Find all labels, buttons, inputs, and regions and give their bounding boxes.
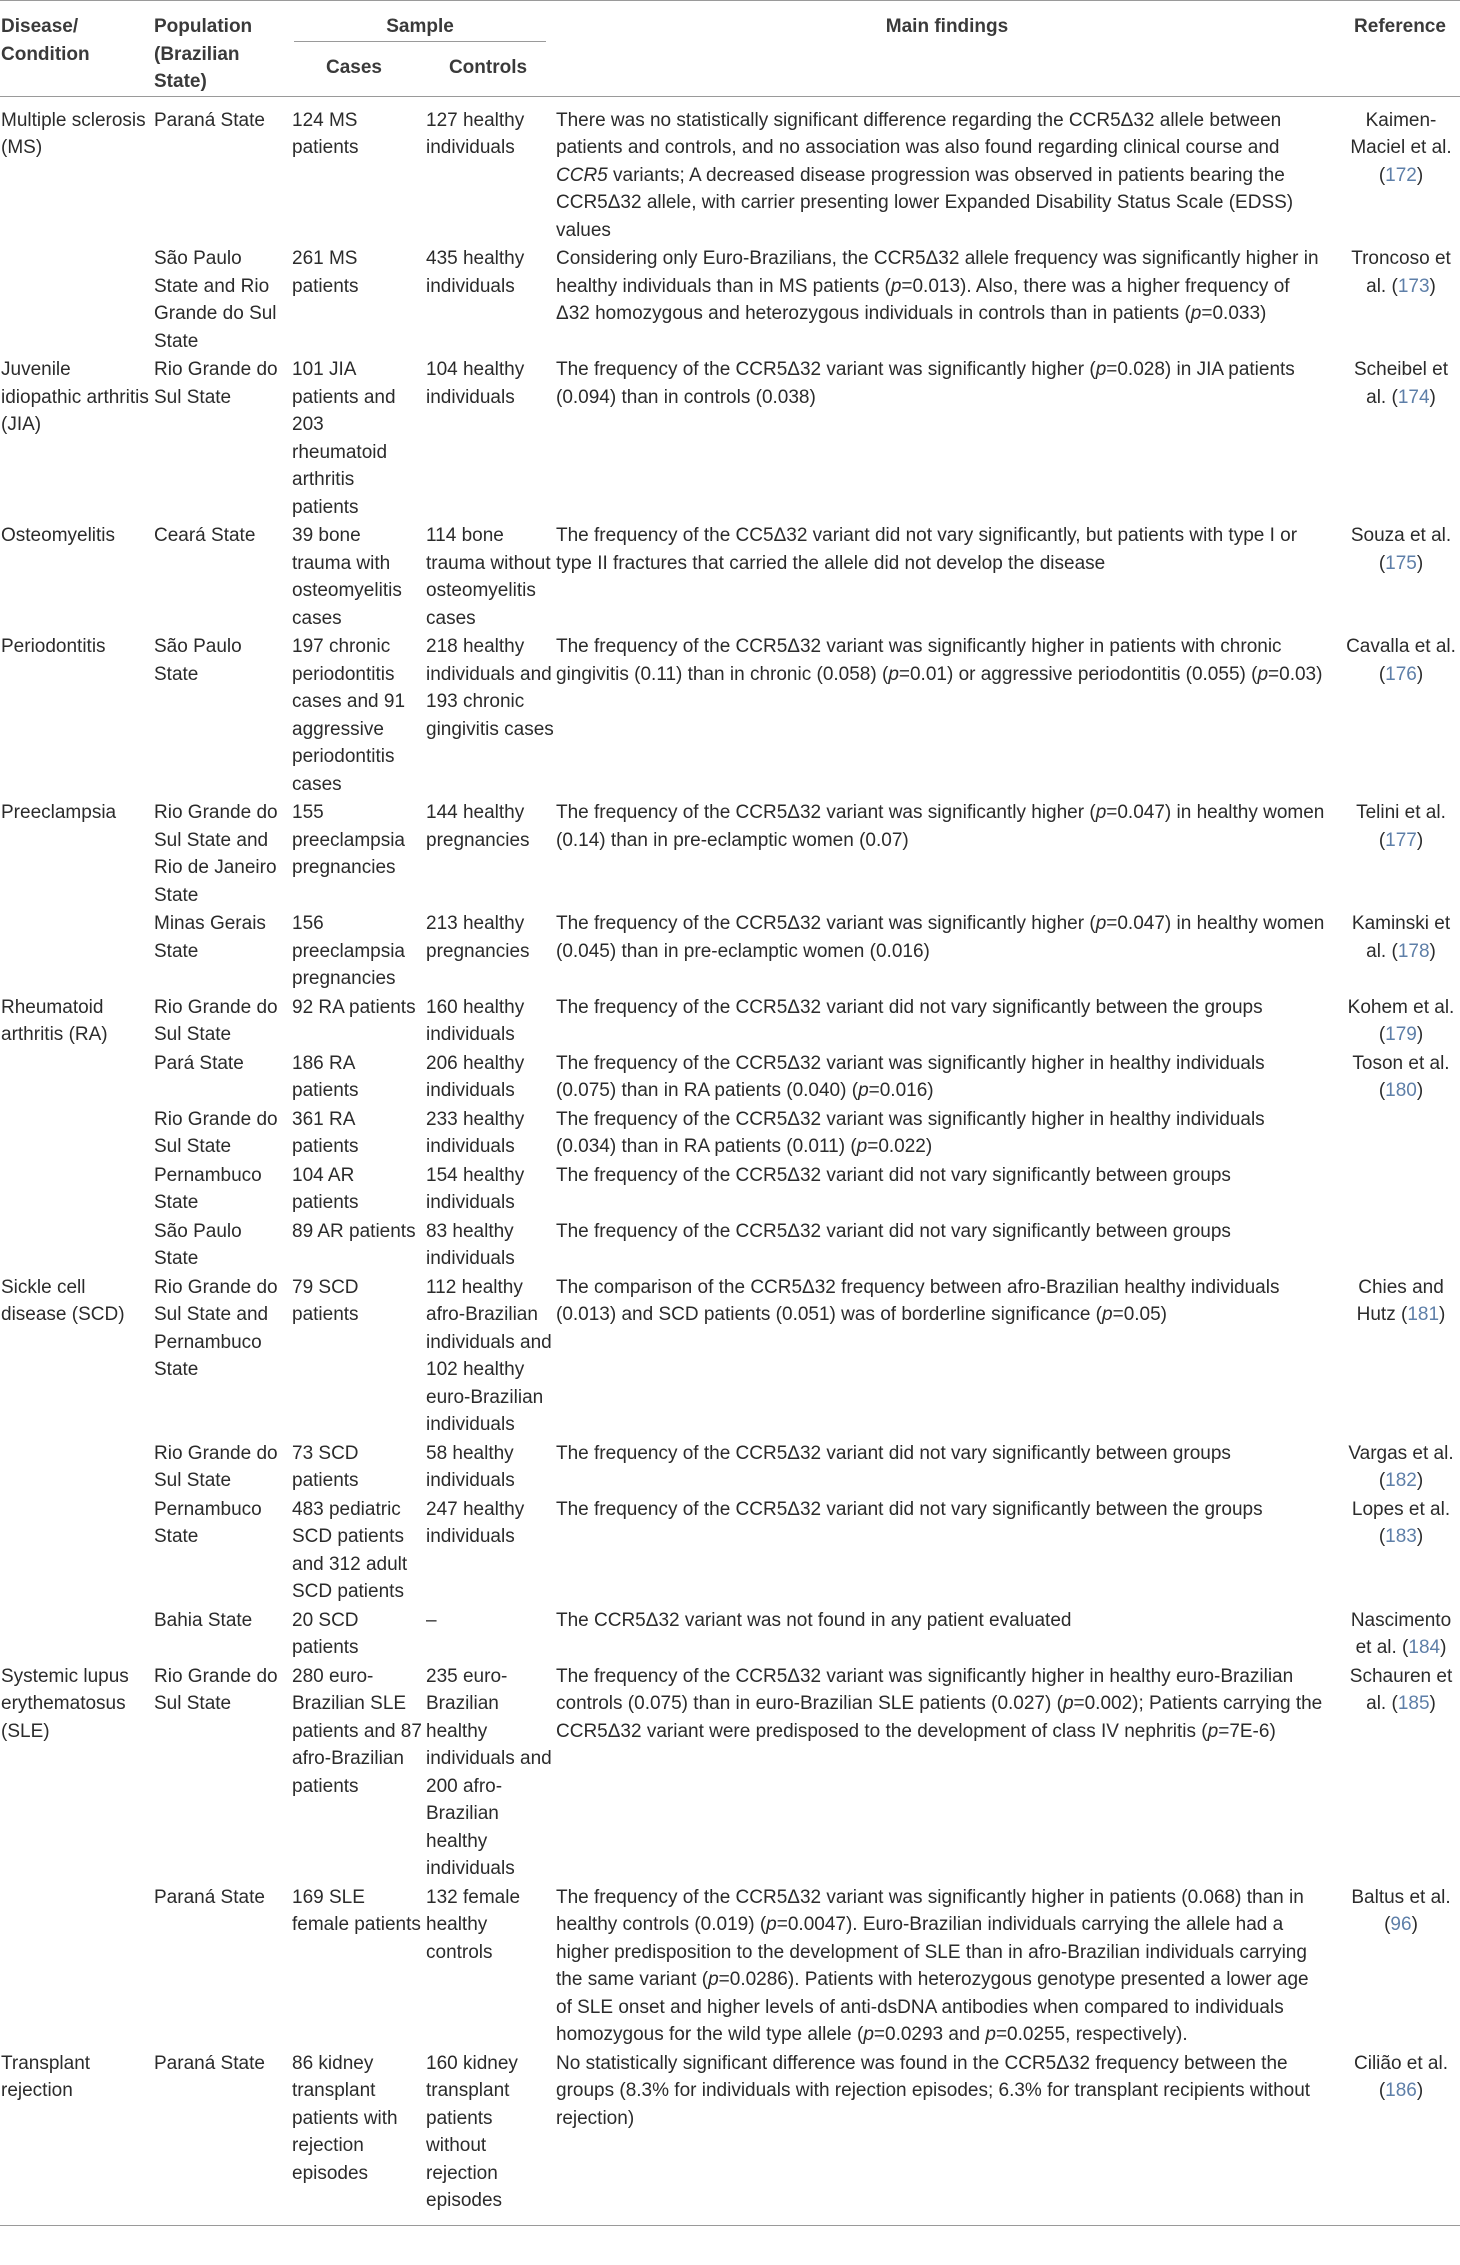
- reference-authors: Lopes et al.: [1351, 1498, 1451, 1520]
- disease-cell: Osteomyelitis: [1, 525, 116, 546]
- reference-link[interactable]: 172: [1385, 164, 1417, 186]
- population-cell: Paraná State: [154, 1886, 265, 1908]
- table-header: [0, 1, 1460, 97]
- reference-link[interactable]: 176: [1385, 663, 1417, 685]
- header-cases: Cases: [326, 56, 382, 78]
- reference-link[interactable]: 173: [1397, 275, 1430, 297]
- reference-authors: Vargas et al.: [1348, 1442, 1454, 1464]
- cases-cell: 186 RA patients: [292, 1052, 359, 1101]
- table-row: [0, 1495, 1460, 1606]
- findings-text: There was no statistically significant difference regarding the CCR5Δ32 allele between patients and controls, and no association was also found regarding clinical course and CCR5 variants; A decreased disease progression was observed in patients bearing the CCR5Δ32 allele, with carrier presenting lower Expanded Disability Status Scale (EDSS) values: [556, 109, 1294, 241]
- findings-cell: [554, 1273, 1340, 1439]
- controls-cell: 144 healthy pregnancies: [426, 802, 530, 851]
- population-cell: Rio Grande do Sul State: [154, 1665, 278, 1714]
- findings-cell: [554, 1161, 1340, 1217]
- reference-authors: Scheibel et al.: [1353, 359, 1448, 408]
- disease-cell: Multiple sclerosis (MS): [1, 109, 146, 158]
- reference-link[interactable]: 186: [1385, 2080, 1417, 2101]
- controls-cell: 218 healthy individuals and 193 chronic gingivitis cases: [426, 636, 554, 740]
- table-row: [0, 1161, 1460, 1217]
- findings-text: The frequency of the CCR5Δ32 variant did not vary significantly between the groups: [556, 996, 1263, 1018]
- controls-cell: 435 healthy individuals: [426, 248, 525, 297]
- header-population: Population (Brazilian State): [154, 16, 253, 92]
- cases-cell: 92 RA patients: [292, 996, 416, 1018]
- findings-cell: [554, 993, 1340, 1049]
- disease-cell: [0, 1883, 150, 2049]
- table-row: [0, 1105, 1460, 1161]
- table-row: [0, 1606, 1460, 1662]
- table-row: [0, 2049, 1460, 2226]
- cases-cell: 86 kidney transplant patients with rejection episodes: [292, 2052, 398, 2184]
- findings-text: Considering only Euro-Brazilians, the CCR5Δ32 allele frequency was significantly higher in healthy individuals than in MS patients (p=0.013). Also, there was a higher frequency of Δ32 homozygous and heterozygous individuals in controls than in patients (p=0.033): [556, 248, 1319, 324]
- reference-authors: Cilião et al.: [1354, 2052, 1448, 2074]
- reference-cell: Kaimen-Maciel et al. (172): [1350, 109, 1452, 186]
- findings-text: The frequency of the CCR5Δ32 variant did not vary significantly between the groups: [556, 1498, 1263, 1520]
- population-cell: Rio Grande do Sul State: [154, 1108, 278, 1157]
- disease-cell: Preeclampsia: [1, 802, 117, 823]
- cases-cell: 104 AR patients: [292, 1164, 359, 1213]
- reference-authors: Telini et al.: [1356, 802, 1446, 823]
- header-controls: Controls: [448, 56, 528, 78]
- table-row: [0, 1049, 1460, 1105]
- population-cell: Pernambuco State: [154, 1498, 262, 1547]
- reference-link[interactable]: 96: [1390, 1914, 1412, 1935]
- findings-cell: [554, 1217, 1340, 1273]
- findings-cell: [554, 1105, 1340, 1161]
- controls-cell: 160 healthy individuals: [426, 996, 525, 1045]
- disease-cell: [0, 1217, 150, 1273]
- controls-cell: 233 healthy individuals: [426, 1108, 525, 1157]
- reference-link[interactable]: 185: [1397, 1693, 1430, 1714]
- findings-text: The frequency of the CCR5Δ32 variant was significantly higher in healthy individuals (0.075) than in RA patients (0.040) (p=0.016): [556, 1052, 1265, 1101]
- reference-link[interactable]: 179: [1385, 1024, 1417, 1045]
- findings-cell: [554, 1439, 1340, 1495]
- reference-authors: Schauren et al.: [1349, 1665, 1453, 1714]
- cases-cell: 280 euro-Brazilian SLE patients and 87 afro-Brazilian patients: [292, 1665, 422, 1797]
- table-row: [0, 1662, 1460, 1883]
- controls-cell: –: [426, 1609, 437, 1631]
- reference-link[interactable]: 180: [1385, 1080, 1417, 1101]
- cases-cell: 483 pediatric SCD patients and 312 adult SCD patients: [292, 1498, 408, 1602]
- reference-cell: Vargas et al. (182): [1348, 1442, 1454, 1491]
- controls-cell: 83 healthy individuals: [426, 1220, 515, 1269]
- reference-authors: Cavalla et al.: [1346, 636, 1456, 657]
- reference-authors: Troncoso et al.: [1351, 248, 1451, 297]
- cases-cell: 39 bone trauma with osteomyelitis cases: [292, 525, 402, 629]
- findings-cell: [554, 1883, 1340, 2049]
- header-disease: Disease/ Condition: [1, 16, 90, 65]
- table-row: [0, 909, 1460, 993]
- reference-authors: Chies and Hutz: [1356, 1276, 1444, 1325]
- cases-cell: 155 preeclampsia pregnancies: [292, 802, 405, 878]
- findings-cell: [554, 355, 1340, 521]
- cases-cell: 361 RA patients: [292, 1108, 359, 1157]
- cases-cell: 89 AR patients: [292, 1220, 416, 1242]
- table-row: [0, 1273, 1460, 1439]
- disease-cell: [0, 1049, 150, 1105]
- findings-text: The frequency of the CCR5Δ32 variant did not vary significantly between groups: [556, 1220, 1231, 1242]
- population-cell: Minas Gerais State: [154, 913, 266, 962]
- reference-cell: Chies and Hutz (181): [1356, 1276, 1446, 1325]
- findings-text: The frequency of the CC5Δ32 variant did not vary significantly, but patients with type I or type II fractures that carried the allele did not develop the disease: [556, 525, 1298, 574]
- disease-cell: [0, 1439, 150, 1495]
- disease-cell: [0, 244, 150, 355]
- table-row: [0, 521, 1460, 632]
- cases-cell: 169 SLE female patients: [292, 1886, 421, 1935]
- population-cell: Rio Grande do Sul State: [154, 996, 278, 1045]
- reference-link[interactable]: 178: [1397, 940, 1430, 962]
- disease-cell: Systemic lupus erythematosus (SLE): [1, 1665, 129, 1742]
- population-cell: São Paulo State and Rio Grande do Sul State: [154, 248, 277, 352]
- controls-cell: 160 kidney transplant patients without rejection episodes: [426, 2052, 518, 2211]
- disease-cell: [0, 909, 150, 993]
- reference-cell: Baltus et al. (96): [1351, 1886, 1451, 1935]
- cases-cell: 79 SCD patients: [292, 1276, 359, 1325]
- reference-link[interactable]: 177: [1385, 829, 1417, 851]
- findings-cell: [554, 2049, 1340, 2226]
- controls-cell: 58 healthy individuals: [426, 1442, 515, 1491]
- reference-authors: Souza et al.: [1350, 525, 1452, 546]
- findings-cell: [554, 632, 1340, 798]
- findings-cell: [554, 1495, 1340, 1606]
- header-findings: Main findings: [885, 16, 1009, 37]
- disease-cell: Juvenile idiopathic arthritis (JIA): [1, 359, 149, 435]
- reference-cell: Schauren et al. (185): [1349, 1665, 1453, 1714]
- header-sample: [286, 1, 554, 46]
- reference-cell: Lopes et al. (183): [1351, 1498, 1451, 1547]
- reference-link[interactable]: 181: [1407, 1304, 1440, 1325]
- population-cell: São Paulo State: [154, 636, 242, 685]
- disease-cell: [0, 1495, 150, 1606]
- population-cell: São Paulo State: [154, 1220, 242, 1269]
- table-body: [0, 96, 1460, 2225]
- cases-cell: 156 preeclampsia pregnancies: [292, 913, 405, 989]
- reference-link[interactable]: 175: [1385, 552, 1417, 574]
- table-row: [0, 244, 1460, 355]
- table-row: [0, 993, 1460, 1049]
- population-cell: Paraná State: [154, 2052, 265, 2074]
- disease-cell: [0, 1606, 150, 1662]
- reference-authors: Baltus et al.: [1351, 1886, 1451, 1908]
- findings-text: The comparison of the CCR5Δ32 frequency between afro-Brazilian healthy individuals (0.013) and SCD patients (0.051) was of borderline significance (p=0.05): [556, 1276, 1280, 1325]
- population-cell: Bahia State: [154, 1609, 253, 1631]
- findings-text: The frequency of the CCR5Δ32 variant was significantly higher in patients with chronic gingivitis (0.11) than in chronic (0.058) (p=0.01) or aggressive periodontitis (0.055) (p=0.03): [556, 636, 1323, 685]
- table-row: [0, 1217, 1460, 1273]
- disease-cell: Transplant rejection: [1, 2052, 91, 2101]
- findings-cell: [554, 1662, 1340, 1883]
- cases-cell: 20 SCD patients: [292, 1609, 359, 1658]
- population-cell: Rio Grande do Sul State: [154, 359, 278, 408]
- table-row: [0, 1883, 1460, 2049]
- reference-link[interactable]: 184: [1408, 1637, 1441, 1658]
- reference-link[interactable]: 182: [1385, 1470, 1417, 1491]
- findings-cell: [554, 1049, 1340, 1105]
- findings-text: The frequency of the CCR5Δ32 variant was significantly higher (p=0.028) in JIA patients (0.094) than in controls (0.038): [556, 359, 1295, 408]
- reference-cell: Scheibel et al. (174): [1353, 359, 1448, 408]
- population-cell: Rio Grande do Sul State and Pernambuco State: [154, 1276, 278, 1380]
- reference-cell: [1340, 1217, 1460, 1273]
- controls-cell: 213 healthy pregnancies: [426, 913, 530, 962]
- table-row: [0, 632, 1460, 798]
- reference-authors: Kaminski et al.: [1351, 913, 1451, 962]
- population-cell: Pará State: [154, 1052, 244, 1074]
- reference-cell: Cilião et al. (186): [1354, 2052, 1448, 2101]
- reference-cell: Telini et al. (177): [1356, 802, 1446, 851]
- cases-cell: 197 chronic periodontitis cases and 91 aggressive periodontitis cases: [292, 636, 406, 795]
- controls-cell: 114 bone trauma without osteomyelitis cases: [426, 525, 551, 629]
- controls-cell: 104 healthy individuals: [426, 359, 525, 408]
- controls-cell: 132 female healthy controls: [426, 1886, 521, 1963]
- header-sample-label: Sample: [294, 13, 546, 42]
- cases-cell: 124 MS patients: [292, 109, 359, 158]
- population-cell: Rio Grande do Sul State: [154, 1442, 278, 1491]
- population-cell: Rio Grande do Sul State and Rio de Janeiro State: [154, 802, 278, 906]
- findings-cell: [554, 96, 1340, 244]
- findings-cell: [554, 1606, 1340, 1662]
- findings-text: The frequency of the CCR5Δ32 variant was significantly higher in healthy euro-Brazilian controls (0.075) than in euro-Brazilian SLE patients (0.027) (p=0.002); Patients carrying the CCR5Δ32 variant were predisposed to the development of class IV nephritis (p=7E-6): [556, 1665, 1323, 1742]
- population-cell: Ceará State: [154, 525, 256, 546]
- reference-link[interactable]: 174: [1397, 386, 1430, 408]
- controls-cell: 206 healthy individuals: [426, 1052, 525, 1101]
- reference-cell: Nascimento et al. (184): [1350, 1609, 1452, 1658]
- reference-cell: [1340, 1161, 1460, 1217]
- findings-cell: [554, 244, 1340, 355]
- reference-authors: Kohem et al.: [1347, 996, 1455, 1018]
- reference-cell: [1340, 1105, 1460, 1161]
- cases-cell: 73 SCD patients: [292, 1442, 359, 1491]
- disease-cell: Rheumatoid arthritis (RA): [1, 996, 108, 1045]
- reference-cell: Cavalla et al. (176): [1346, 636, 1456, 685]
- population-cell: Paraná State: [154, 109, 265, 131]
- header-reference: Reference: [1354, 16, 1446, 37]
- findings-text: No statistically significant difference was found in the CCR5Δ32 frequency between the groups (8.3% for individuals with rejection episodes; 6.3% for transplant recipients without rejection): [556, 2052, 1311, 2129]
- disease-cell: Sickle cell disease (SCD): [1, 1276, 125, 1325]
- table-row: [0, 355, 1460, 521]
- reference-authors: Kaimen-Maciel et al.: [1350, 109, 1452, 158]
- cases-cell: 261 MS patients: [292, 248, 359, 297]
- findings-text: The frequency of the CCR5Δ32 variant did not vary significantly between groups: [556, 1442, 1231, 1464]
- population-cell: Pernambuco State: [154, 1164, 262, 1213]
- reference-cell: Toson et al. (180): [1352, 1052, 1450, 1101]
- findings-cell: [554, 909, 1340, 993]
- table-row: [0, 96, 1460, 244]
- disease-cell: [0, 1105, 150, 1161]
- reference-cell: Kohem et al. (179): [1347, 996, 1455, 1045]
- table-row: [0, 798, 1460, 909]
- findings-text: The frequency of the CCR5Δ32 variant was significantly higher in patients (0.068) than in healthy controls (0.019) (p=0.0047). Euro-Brazilian individuals carrying the allele had a higher predisposition to the development of SLE than in afro-Brazilian individuals carrying the same variant (p=0.0286). Patients with heterozygous genotype presented a lower age of SLE onset and higher levels of anti-dsDNA antibodies when compared to individuals homozygous for the wild type allele (p=0.0293 and p=0.0255, respectively).: [556, 1886, 1309, 2045]
- reference-cell: Souza et al. (175): [1350, 525, 1452, 574]
- findings-cell: [554, 521, 1340, 632]
- disease-cell: Periodontitis: [1, 636, 106, 657]
- controls-cell: 247 healthy individuals: [426, 1498, 525, 1547]
- findings-text: The frequency of the CCR5Δ32 variant was significantly higher (p=0.047) in healthy women (0.14) than in pre-eclamptic women (0.07): [556, 802, 1325, 851]
- reference-cell: Troncoso et al. (173): [1351, 248, 1451, 297]
- reference-cell: Kaminski et al. (178): [1351, 913, 1451, 962]
- controls-cell: 112 healthy afro-Brazilian individuals and 102 healthy euro-Brazilian individuals: [426, 1276, 552, 1435]
- findings-text: The frequency of the CCR5Δ32 variant was significantly higher in healthy individuals (0.034) than in RA patients (0.011) (p=0.022): [556, 1108, 1265, 1157]
- disease-cell: [0, 1161, 150, 1217]
- findings-text: The CCR5Δ32 variant was not found in any patient evaluated: [556, 1609, 1072, 1631]
- reference-authors: Nascimento et al.: [1350, 1609, 1452, 1658]
- controls-cell: 127 healthy individuals: [426, 109, 525, 158]
- cases-cell: 101 JIA patients and 203 rheumatoid arthritis patients: [292, 359, 396, 518]
- controls-cell: 154 healthy individuals: [426, 1164, 525, 1213]
- findings-cell: [554, 798, 1340, 909]
- reference-link[interactable]: 183: [1385, 1526, 1417, 1547]
- controls-cell: 235 euro-Brazilian healthy individuals and 200 afro-Brazilian healthy individuals: [426, 1665, 552, 1879]
- table-row: [0, 1439, 1460, 1495]
- reference-authors: Toson et al.: [1352, 1052, 1450, 1074]
- findings-text: The frequency of the CCR5Δ32 variant did not vary significantly between groups: [556, 1164, 1231, 1186]
- findings-text: The frequency of the CCR5Δ32 variant was significantly higher (p=0.047) in healthy women (0.045) than in pre-eclamptic women (0.016): [556, 913, 1325, 962]
